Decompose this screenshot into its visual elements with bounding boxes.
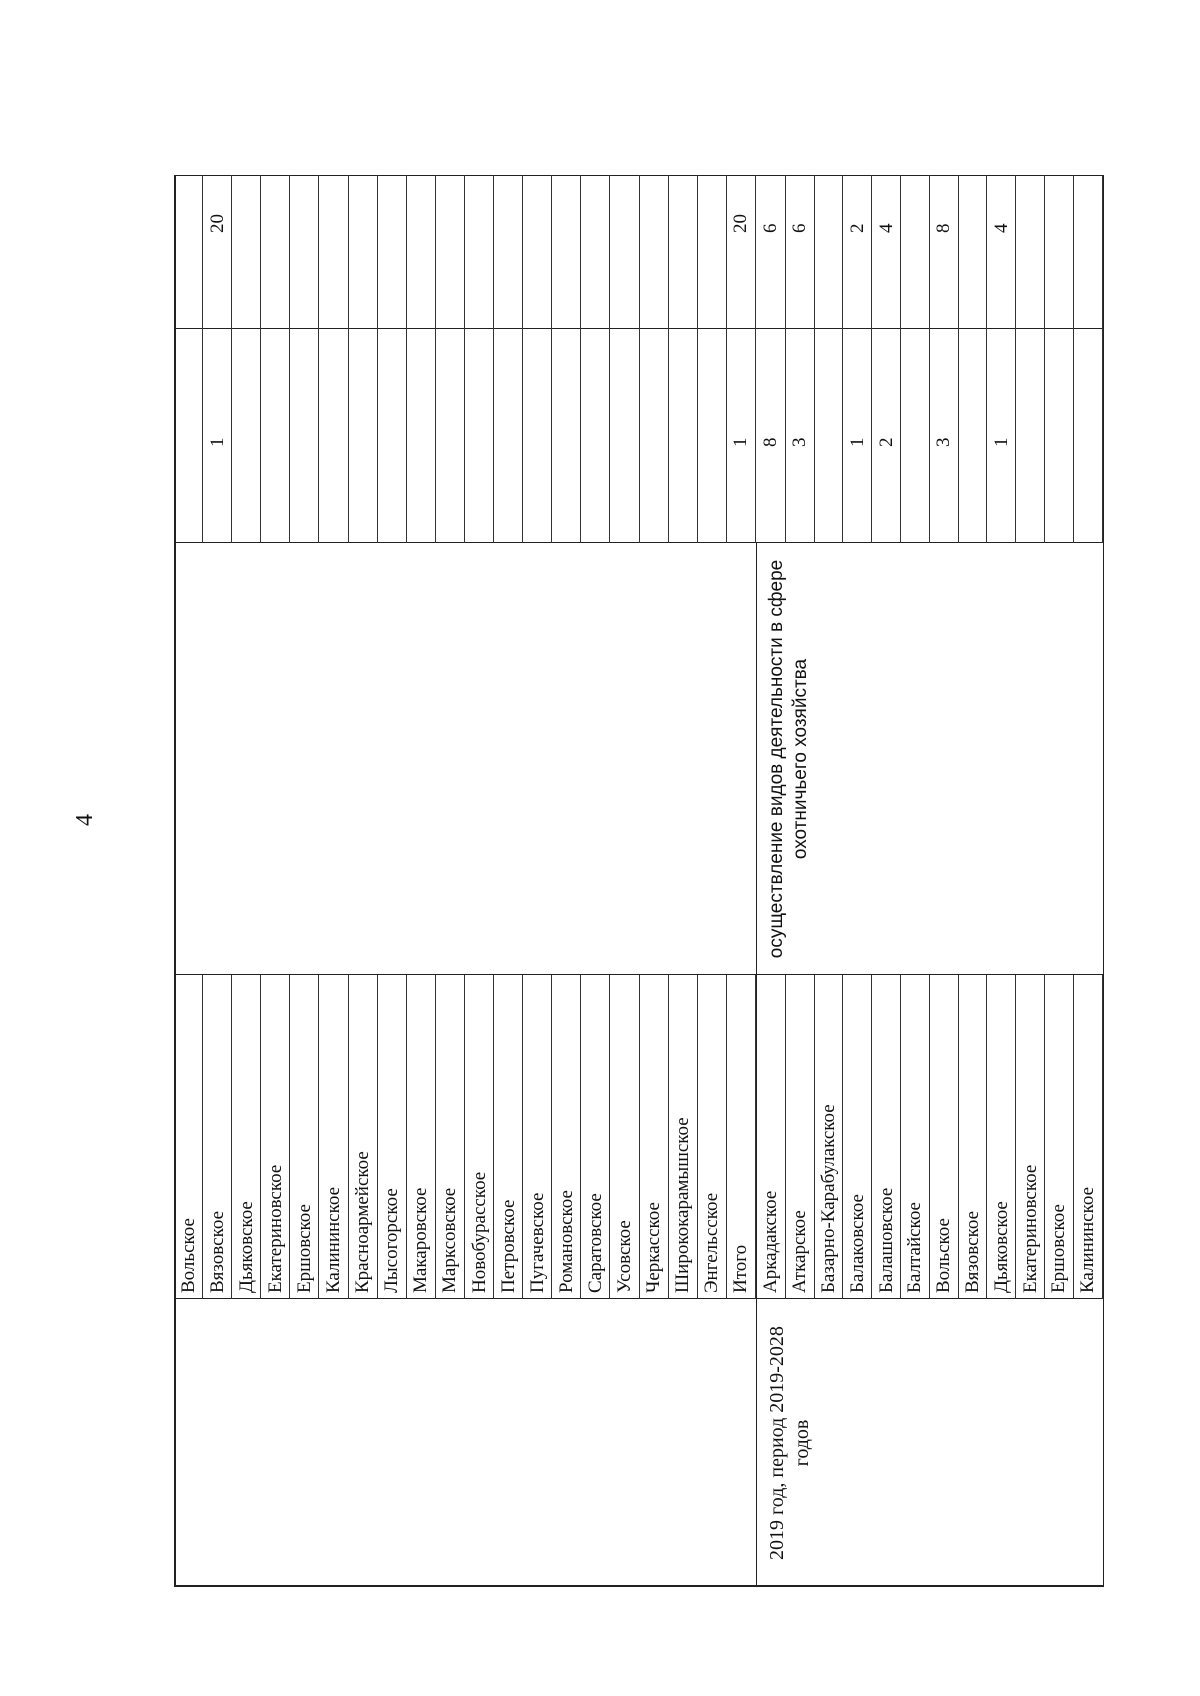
value-cell <box>698 175 727 329</box>
district-cell: Ершовское <box>1045 975 1074 1299</box>
district-cell: Саратовское <box>581 975 610 1299</box>
district-cell: Лысогорское <box>378 975 407 1299</box>
value-cell <box>232 175 261 329</box>
count-cell <box>407 329 436 543</box>
page-number: 4 <box>72 814 98 826</box>
count-cell: 1 <box>203 329 232 543</box>
district-cell: Новобурасское <box>465 975 494 1299</box>
value-cell <box>261 175 290 329</box>
count-cell <box>698 329 727 543</box>
count-cell: 1 <box>727 329 756 543</box>
value-cell <box>1045 175 1074 329</box>
count-cell <box>320 329 349 543</box>
value-cell: 20 <box>203 175 232 329</box>
district-cell: Усовское <box>611 975 640 1299</box>
district-cell: Вязовское <box>959 975 988 1299</box>
value-cell: 6 <box>757 175 786 329</box>
value-cell <box>523 175 552 329</box>
count-cell <box>669 329 698 543</box>
value-cell: 2 <box>843 175 872 329</box>
count-cell <box>901 329 930 543</box>
value-cell <box>320 175 349 329</box>
value-cell <box>669 175 698 329</box>
count-cell: 3 <box>786 329 815 543</box>
value-cell: 4 <box>987 175 1016 329</box>
period-cell <box>757 1299 1103 1587</box>
count-cell <box>1074 329 1103 543</box>
district-cell: Итого <box>727 975 756 1299</box>
value-cell <box>552 175 581 329</box>
district-cell: Марксовское <box>436 975 465 1299</box>
district-cell: Калининское <box>1074 975 1103 1299</box>
district-cell: Екатериновское <box>261 975 290 1299</box>
value-cell <box>494 175 523 329</box>
count-cell <box>494 329 523 543</box>
count-cell <box>378 329 407 543</box>
value-cell <box>290 175 319 329</box>
count-cell <box>640 329 669 543</box>
count-cell: 8 <box>757 329 786 543</box>
count-cell <box>959 329 988 543</box>
value-cell <box>1074 175 1103 329</box>
count-cell <box>232 329 261 543</box>
district-cell: Базарно-Карабулакское <box>815 975 844 1299</box>
activity-cell <box>757 543 1103 975</box>
value-cell: 8 <box>930 175 959 329</box>
district-cell: Черкасское <box>640 975 669 1299</box>
value-cell <box>436 175 465 329</box>
count-cell <box>349 329 378 543</box>
district-cell: Дьяковское <box>987 975 1016 1299</box>
period-text: 2019 год, период 2019-2028 годов <box>766 1326 813 1560</box>
district-cell: Ширококарамышское <box>669 975 698 1299</box>
value-cell <box>581 175 610 329</box>
district-cell: Балаковское <box>843 975 872 1299</box>
count-cell: 3 <box>930 329 959 543</box>
count-cell <box>436 329 465 543</box>
value-cell <box>174 175 203 329</box>
district-cell: Екатериновское <box>1016 975 1045 1299</box>
value-cell <box>640 175 669 329</box>
value-cell <box>959 175 988 329</box>
count-cell <box>261 329 290 543</box>
value-cell <box>611 175 640 329</box>
value-cell: 6 <box>786 175 815 329</box>
district-cell: Макаровское <box>407 975 436 1299</box>
district-cell: Романовское <box>552 975 581 1299</box>
count-cell <box>465 329 494 543</box>
count-cell <box>581 329 610 543</box>
district-cell: Дьяковское <box>232 975 261 1299</box>
value-cell <box>349 175 378 329</box>
district-cell: Красноармейское <box>349 975 378 1299</box>
count-cell <box>552 329 581 543</box>
district-cell: Аткарское <box>786 975 815 1299</box>
value-cell <box>465 175 494 329</box>
count-cell <box>174 329 203 543</box>
district-cell: Петровское <box>494 975 523 1299</box>
count-cell <box>611 329 640 543</box>
district-cell: Аркадакское <box>757 975 786 1299</box>
activity-text: осуществление видов деятельности в сфере охотничьего хозяйства <box>766 559 811 959</box>
value-cell <box>901 175 930 329</box>
value-cell <box>815 175 844 329</box>
district-cell: Балтайское <box>901 975 930 1299</box>
data-table <box>174 175 1104 1587</box>
count-cell <box>523 329 552 543</box>
count-cell: 1 <box>843 329 872 543</box>
value-cell <box>378 175 407 329</box>
district-cell: Вязовское <box>203 975 232 1299</box>
district-cell: Ершовское <box>290 975 319 1299</box>
value-cell: 4 <box>872 175 901 329</box>
district-cell: Энгельсское <box>698 975 727 1299</box>
district-cell: Вольское <box>174 975 203 1299</box>
district-cell: Пугачевское <box>523 975 552 1299</box>
district-cell: Вольское <box>930 975 959 1299</box>
count-cell <box>1016 329 1045 543</box>
count-cell <box>290 329 319 543</box>
value-cell: 20 <box>727 175 756 329</box>
value-cell <box>1016 175 1045 329</box>
count-cell <box>1045 329 1074 543</box>
value-cell <box>407 175 436 329</box>
district-cell: Калининское <box>320 975 349 1299</box>
count-cell: 1 <box>987 329 1016 543</box>
district-cell: Балашовское <box>872 975 901 1299</box>
count-cell <box>815 329 844 543</box>
count-cell: 2 <box>872 329 901 543</box>
